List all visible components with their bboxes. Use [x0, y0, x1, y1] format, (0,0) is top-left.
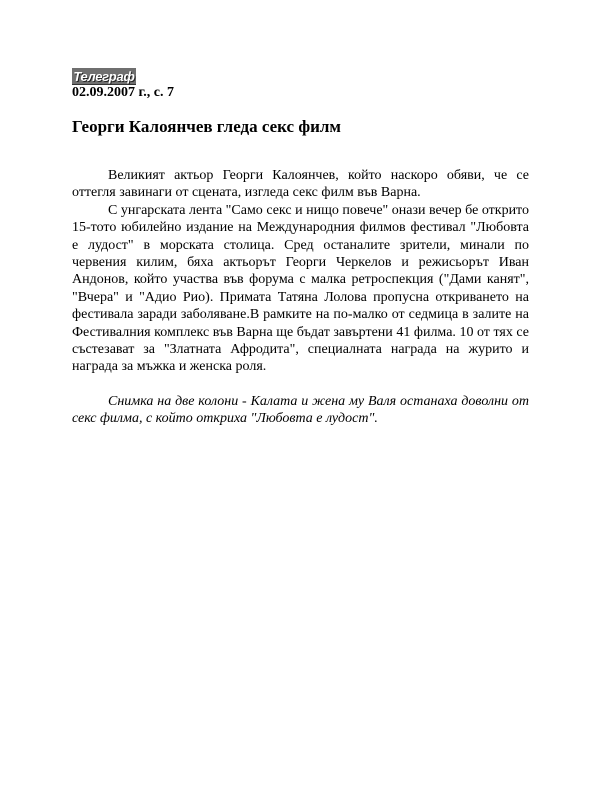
article-title: Георги Калоянчев гледа секс филм — [72, 117, 342, 136]
photo-caption: Снимка на две колони - Калата и жена му Валя останаха доволни от секс филма, с който откриха "Любовта е лудост". — [72, 393, 529, 427]
article-paragraph: Великият актьор Георги Калоянчев, който наскоро обяви, че се оттегля завинаги от сцената, изгледа секс филм във Варна. — [72, 168, 529, 201]
newspaper-logo: Телеграф — [73, 69, 135, 84]
article-body — [72, 167, 529, 428]
publication-dateline: 02.09.2007 г., с. 7 — [72, 85, 174, 100]
article-paragraph: С унгарската лента "Само секс и нищо повече" онази вечер бе открито 15-тото юбилейно издание на Международния филмов фестивал "Любовта е лудост" в морската столица. Сред останалите зрители, минали по червения килим, бяха актьорът Георги Черкелов и режисьорът Иван Андонов, който участва във форума с малка ретроспекция ("Дами канят", "Вчера" и "Адио Рио). Примата Татяна Лолова пропусна откриването на фестивала заради заболяване.В рамките на по-малко от седмица в залите на Фестивалния комплекс във Варна ще бъдат завъртени 41 филма. 10 от тях се състезават за "Златната Афродита", специалната награда на журито и награда за мъжка и женска роля. — [72, 202, 529, 375]
